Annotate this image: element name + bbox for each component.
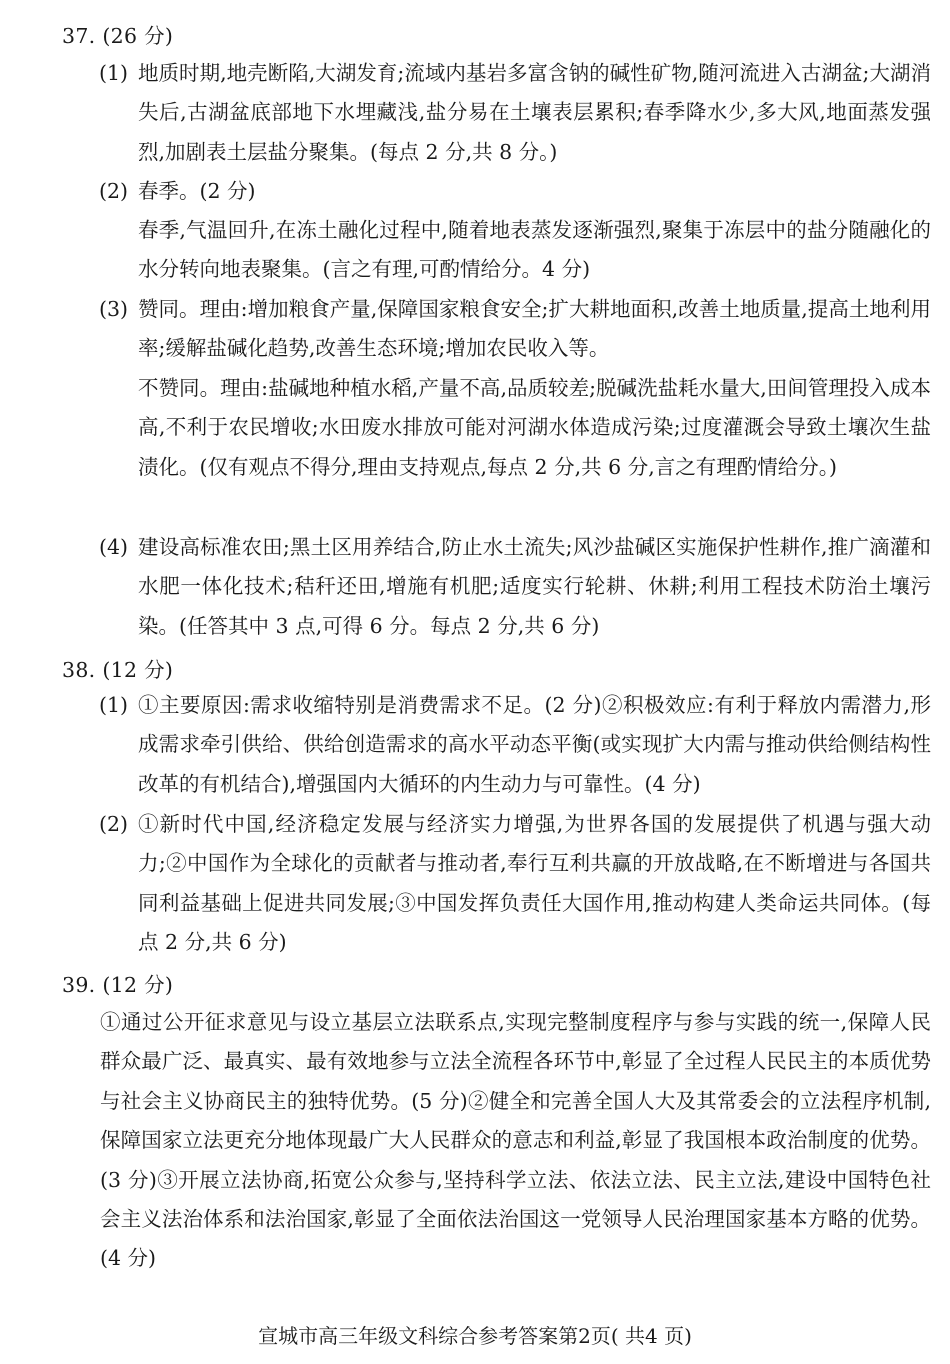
page-footer: 宣城市高三年级文科综合参考答案第2页( 共4 页)	[258, 1324, 692, 1348]
q37-part4-number: (4)	[99, 535, 129, 559]
q38-part2-text: ①新时代中国,经济稳定发展与经济实力增强,为世界各国的发展提供了机遇与强大动力;②中国作为全球化的贡献者与推动者,奉行互利共赢的开放战略,在不断增进与各国共同利益基础上促进共同发展;③中国发挥负责任大国作用,推动构建人类命运共同体。(每点 2 分,共 6 分)	[138, 812, 931, 955]
q37-part3-text: 赞同。理由:增加粮食产量,保障国家粮食安全;扩大耕地面积,改善土地质量,提高土地利用率;缓解盐碱化趋势,改善生态环境;增加农民收入等。	[138, 297, 931, 361]
q37-part1-number: (1)	[99, 61, 129, 85]
q38-part1	[99, 686, 931, 804]
q38-part2	[99, 805, 931, 963]
q37-part2-detail: 春季,气温回升,在冻土融化过程中,随着地表蒸发逐渐强烈,聚集于冻层中的盐分随融化的水分转向地表聚集。(言之有理,可酌情给分。4 分)	[138, 218, 931, 282]
q37-part3	[99, 290, 931, 369]
q38-header: 38. (12 分)	[62, 658, 174, 682]
q37-header: 37. (26 分)	[62, 24, 174, 48]
q37-part3-detail: 不赞同。理由:盐碱地种植水稻,产量不高,品质较差;脱碱洗盐耗水量大,田间管理投入成本高,不利于农民增收;水田废水排放可能对河湖水体造成污染;过度灌溉会导致土壤次生盐渍化。(仅有观点不得分,理由支持观点,每点 2 分,共 6 分,言之有理酌情给分。)	[138, 376, 931, 479]
q39-header: 39. (12 分)	[62, 973, 174, 997]
q37-part1-text: 地质时期,地壳断陷,大湖发育;流域内基岩多富含钠的碱性矿物,随河流进入古湖盆;大湖消失后,古湖盆底部地下水埋藏浅,盐分易在土壤表层累积;春季降水少,多大风,地面蒸发强烈,加剧表土层盐分聚集。(每点 2 分,共 8 分。)	[138, 61, 931, 164]
q37-part2-number: (2)	[99, 179, 129, 203]
q37-part2-text: 春季。(2 分)	[138, 179, 256, 203]
q38-part1-number: (1)	[99, 693, 129, 717]
q37-part1	[99, 54, 931, 172]
q38-part2-number: (2)	[99, 812, 129, 836]
q37-part2	[99, 172, 931, 211]
q37-part4	[99, 528, 931, 646]
q37-part4-text: 建设高标准农田;黑土区用养结合,防止水土流失;风沙盐碱区实施保护性耕作,推广滴灌和水肥一体化技术;秸秆还田,增施有机肥;适度实行轮耕、休耕;利用工程技术防治土壤污染。(任答其中 3 点,可得 6 分。每点 2 分,共 6 分)	[138, 535, 931, 638]
q38-part1-text: ①主要原因:需求收缩特别是消费需求不足。(2 分)②积极效应:有利于释放内需潜力,形成需求牵引供给、供给创造需求的高水平动态平衡(或实现扩大内需与推动供给侧结构性改革的有机结合),增强国内大循环的内生动力与可靠性。(4 分)	[138, 693, 931, 796]
q37-part3-number: (3)	[99, 297, 129, 321]
q39-text: ①通过公开征求意见与设立基层立法联系点,实现完整制度程序与参与实践的统一,保障人民群众最广泛、最真实、最有效地参与立法全流程各环节中,彰显了全过程人民民主的本质优势与社会主义协商民主的独特优势。(5 分)②健全和完善全国人大及其常委会的立法程序机制,保障国家立法更充分地体现最广大人民群众的意志和利益,彰显了我国根本政治制度的优势。(3 分)③开展立法协商,拓宽公众参与,坚持科学立法、依法立法、民主立法,建设中国特色社会主义法治体系和法治国家,彰显了全面依法治国这一党领导人民治理国家基本方略的优势。(4 分)	[100, 1010, 931, 1271]
